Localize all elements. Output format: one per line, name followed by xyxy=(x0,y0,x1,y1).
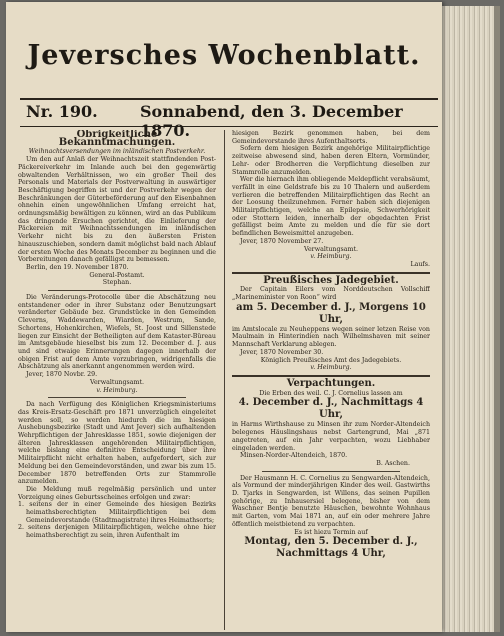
divider-rule xyxy=(232,272,430,274)
appointment-date: Montag, den 5. December d. J., Nachmittags 4 Uhr, xyxy=(244,536,418,560)
section-heading-jadegebiet: Preußisches Jadegebiet. xyxy=(263,274,399,286)
divider-rule xyxy=(232,375,430,377)
notice-paragraph: in Harms Wirthshause zu Minsen ihr zum Norder-Altendeich belegenes Häuslingshaus nebst Gartengrund, Mai „871 angetreten, auf ein Jahr verpachten, wozu Liebhaber eingeladen werden. xyxy=(232,421,430,452)
appointment-date: am 5. December d. J., Morgens 10 Uhr, xyxy=(236,301,426,325)
section-heading-leases: Verpachtungen. xyxy=(286,377,376,389)
organization: Verwaltungsamt. xyxy=(89,378,145,386)
left-column xyxy=(18,130,216,630)
notice-paragraph: Der Hausmann H. C. Cornelius zu Sengwarden-Altendeich, als Vormund der minderjährigen Kinder des weil. Gastwirths D. Tjarks in Sengwarden, ist Willens, das seinen Pupillen gehörige, zu Inhausersiel belegene, bisher von dem Waschner Bentje benutzte Häuschen, bewohnte Wohnhaus mit Garten, vom Mai 1871 an, auf ein oder mehrere Jahre öffentlich meistbietend zu verpachten. xyxy=(232,474,430,528)
issue-date: Sonnabend, den 3. December 1870. xyxy=(140,102,403,140)
organization: Königlich Preußisches Amt des Jadegebiets. xyxy=(260,356,402,364)
notice-subtitle: Weihnachtsversendungen im inländischen Postverkehr. xyxy=(28,148,206,156)
signature: Stephan. xyxy=(102,279,132,287)
signature: v. Heimburg. xyxy=(310,253,352,261)
notice-paragraph: Um den auf Anlaß der Weihnachtszeit stattfindenden Post-Päckereiverkehr im Inlande auch bei den gegenwärtig obwaltenden Verhältnissen, wo ein großer Theil des Personals und Materials der Postverwaltung in auswärtiger Beschäftigung begriffen ist und der Postverkehr wegen der Beschränkungen der Güterbeförderung auf den Eisenbahnen ohnehin einen ungewöhnlichen Umfang erreicht hat, ordnungsmäßig bewältigen zu können, wird an das Publikum das dringende Ersuchen gerichtet, die Einlieferung der Päckereien mit Weihnachtssendungen im inländischen Verkehr nicht bis zu den äußersten Fristen hinauszuschieben, sondern damit möglichst bald nach Ablauf der ersten Woche des Monats December zu beginnen und die Vorbereitungen danach gefälligst zu bemessen. xyxy=(18,156,216,264)
signature: v. Heimburg. xyxy=(96,386,138,394)
right-column xyxy=(232,130,430,630)
notice-paragraph: im Amtslocale zu Neuheppens wegen seiner letzen Reise von Maulmain in Hinterindien nach Wilhelmshaven mit seiner Mannschaft Verklarung ablegen. xyxy=(232,325,430,349)
list-item: 2. seitens derjenigen Militairpflichtigen, welche ohne hier heimathsberechtigt zu sein, ihren Aufenthalt im xyxy=(18,524,216,540)
signature: B. Aschen. xyxy=(376,459,410,467)
organization: General-Postamt. xyxy=(89,271,145,279)
book-page-edges xyxy=(442,6,498,632)
notice-paragraph: Der Capitain Eilers vom Norddeutschen Vollschiff „Marineminister von Roon“ wird xyxy=(232,286,430,302)
newspaper-page xyxy=(6,2,442,632)
notice-tag: Laufs. xyxy=(410,260,430,268)
dateline: Jever, 1870 Novbr. 29. xyxy=(26,371,98,379)
masthead-title: Jeversches Wochenblatt. xyxy=(27,40,421,71)
notice-paragraph: hiesigen Bezirk genommen haben, bei dem Gemeindevorstande ihres Aufenthaltsorts. xyxy=(232,130,430,145)
divider-rule xyxy=(48,397,186,398)
signature: v. Heimburg. xyxy=(310,364,352,372)
dateline: Berlin, den 19. November 1870. xyxy=(26,263,129,271)
dateline: Jever, 1870 November 27. xyxy=(240,237,324,245)
organization: Verwaltungsamt. xyxy=(303,245,359,253)
notice-paragraph: Da nach Verfügung des Königlichen Kriegsministeriums das Kreis-Ersatz-Geschäft pro 1871 unverzüglich eingeleitet werden soll, so werden hiedurch die im hiesigen Aushebungsbezirke (Stadt und Amt Jever) sich aufhaltenden Wehrpflichtigen der Jahresklasse 1851, sowie diejenigen der älteren Jahresklassen angehörenden Militairpflichtigen, welche bislang eine definitive Entscheidung über ihre Militairpflicht nicht erhalten haben, aufgefordert, sich zur Meldung bei den Gemeindevorständen, und zwar bis zum 15. December 1870 betreffenden Orts zur Stammrolle anzumelden. xyxy=(18,401,216,486)
dateline: Jever, 1870 November 30. xyxy=(240,348,324,356)
issue-number: Nr. 190. xyxy=(26,102,98,121)
notice-paragraph: Es ist hiezu Termin auf xyxy=(294,528,368,536)
divider-rule xyxy=(262,471,400,472)
section-heading-official: Obrigkeitliche Bekanntmachungen. xyxy=(58,130,176,148)
notice-paragraph: Die Veränderungs-Protocolle über die Abschätzung neu entstandener oder in ihrer Substanz oder Benutzungsart veränderter Gebäude bez. Grundstücke in den Gemeinden Cleverns, Waddewarden, Wiarden, Westrum, Sande, Schortens, Hohenkirchen, Wiefels, St. Joost und Sillenstede liegen zur Einsicht der Betheiligten auf dem Kataster-Büreau im Amtsgebäude hieselbst bis zum 12. December d. J. aus und sind etwaige Erinnerungen dagegen innerhalb der obigen Frist auf dem Amte vorzubringen, widrigenfalls die Abschätzung als anerkannt angenommen werden wird. xyxy=(18,294,216,371)
divider-rule xyxy=(48,290,186,291)
notice-paragraph: Wer die hiernach ihm obliegende Meldepflicht verabsäumt, verfällt in eine Geldstrafe bis zu 10 Thalern und außerdem verlieren die betreffenden Militairpflichtigen das Recht an der Loosung theilzunehmen. Ferner haben sich diejenigen Militairpflichtigen, welche an Epilepsie, Schwerhörigkeit oder Stottern leiden, innerhalb der obgedachten Frist gefälligst beim Amte zu melden und die für sie dort befindlichen Beweismittel anzugeben. xyxy=(232,176,430,238)
column-divider xyxy=(224,130,225,630)
notice-paragraph: Die Meldung muß regelmäßig persönlich und unter Vorzeigung eines Geburtsscheines erfolgen und zwar: xyxy=(18,485,216,501)
book-cover-edge xyxy=(494,6,500,632)
list-item: 1. seitens der in einer Gemeinde des hiesigen Bezirks heimathsberechtigten Militairpflichtigen bei dem Gemeindevorstande (Stadtmagistrate) ihres Heimathsorts; xyxy=(18,501,216,524)
notice-paragraph: Sofern dem hiesigen Bezirk angehörige Militairpflichtige zeitweise abwesend sind, haben deren Eltern, Vormünder, Lehr- oder Brodherren die Verpflichtung dieselben zur Stammrolle anzumelden. xyxy=(232,145,430,176)
appointment-date: 4. December d. J., Nachmittags 4 Uhr, xyxy=(238,397,424,421)
notice-paragraph: Die Erben des weil. C. J. Cornelius lassen am xyxy=(259,389,403,397)
dateline: Minsen-Norder-Altendeich, 1870. xyxy=(240,452,348,460)
